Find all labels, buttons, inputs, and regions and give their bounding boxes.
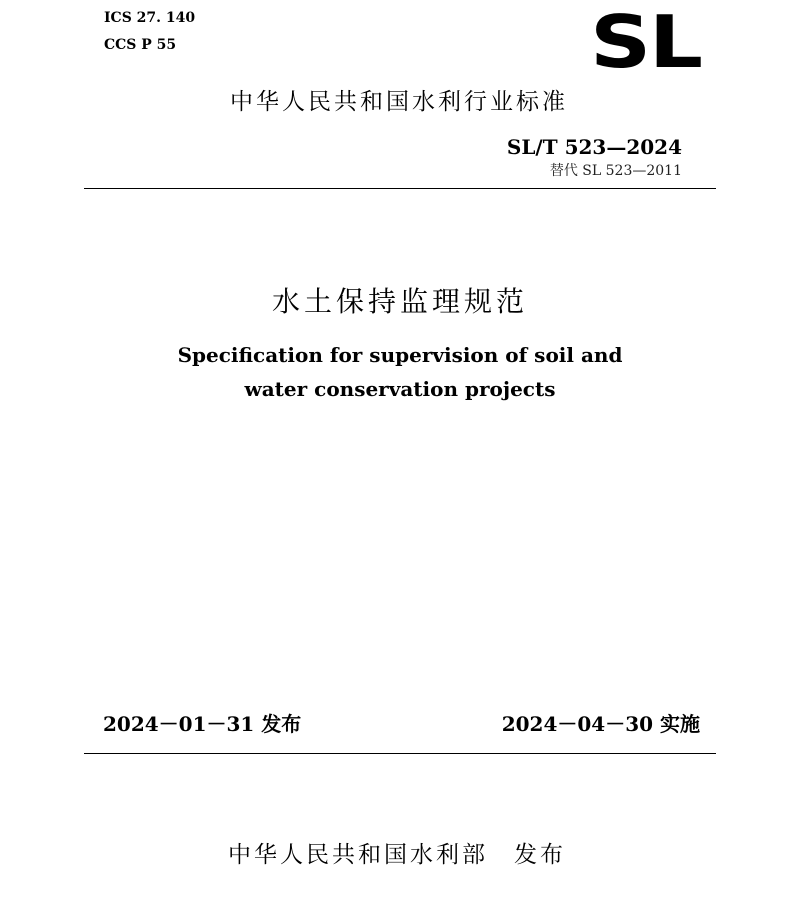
document-title-english-line1: Specification for supervision of soil and xyxy=(177,343,623,367)
replaces-standard: 替代 SL 523—2011 xyxy=(549,163,682,179)
sl-logo: SL xyxy=(590,0,701,84)
industry-standard-heading: 中华人民共和国水利行业标准 xyxy=(230,89,568,115)
document-title-english-line2: water conservation projects xyxy=(244,377,556,401)
standard-number: SL/T 523—2024 xyxy=(506,135,682,159)
implementation-date: 2024－04－30 实施 xyxy=(501,712,700,736)
bottom-divider xyxy=(84,753,716,754)
ccs-code: CCS P 55 xyxy=(104,37,177,53)
issuing-authority: 中华人民共和国水利部 发布 xyxy=(228,842,566,868)
ics-code: ICS 27. 140 xyxy=(104,10,196,26)
document-title-chinese: 水土保持监理规范 xyxy=(271,285,528,318)
issue-date: 2024－01－31 发布 xyxy=(103,712,302,736)
top-divider xyxy=(84,188,716,189)
